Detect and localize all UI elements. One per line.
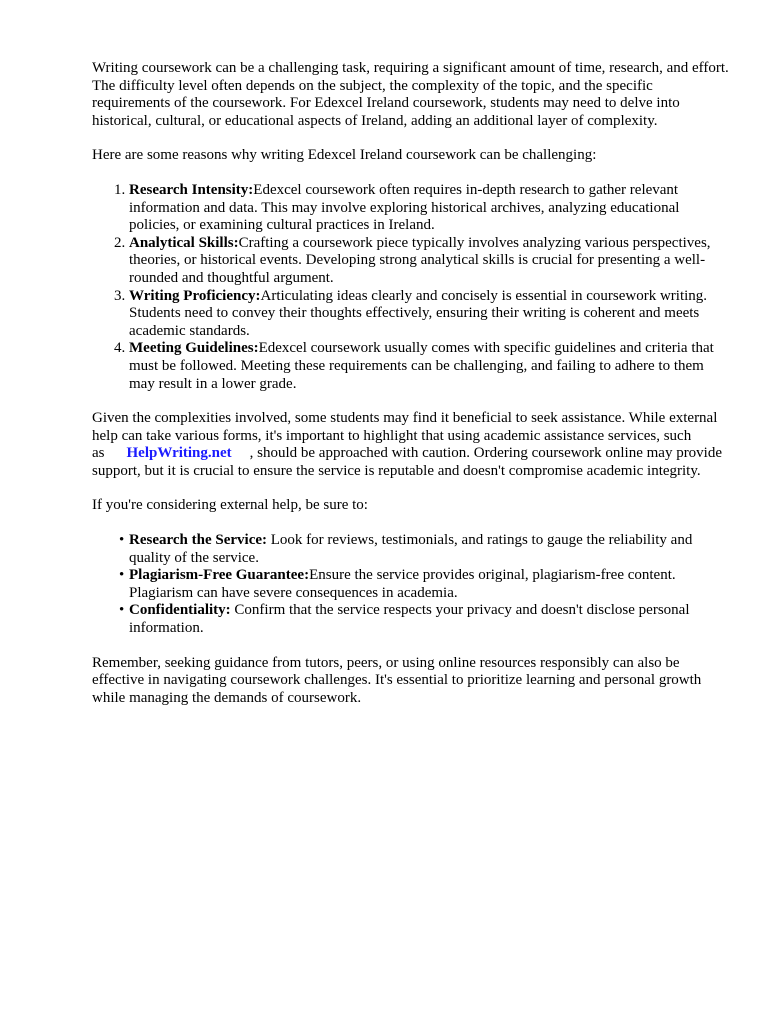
reason-item — [129, 340, 732, 393]
tip-item — [119, 532, 732, 567]
reason-text: Articulating ideas clearly and concisely is essential in coursework writing. Students need to convey their thoughts effectively, ensuring their writing is coherent and meets academic standards. — [129, 287, 708, 339]
assistance-paragraph — [92, 410, 732, 480]
reasons-intro: Here are some reasons why writing Edexcel Ireland coursework can be challenging: — [92, 147, 597, 164]
reason-term: Writing Proficiency: — [129, 287, 261, 304]
closing-paragraph: Remember, seeking guidance from tutors, peers, or using online resources responsibly can also be effective in navigating coursework challenges. It's essential to prioritize learning and personal growth while managing the demands of coursework. — [92, 654, 702, 706]
reason-item — [129, 182, 732, 235]
document-page — [92, 60, 732, 724]
tip-term: Plagiarism-Free Guarantee: — [129, 567, 310, 584]
reason-term: Analytical Skills: — [129, 234, 239, 251]
tip-text: Ensure the service provides original, plagiarism-free content. Plagiarism can have severe consequences in academia. — [129, 567, 676, 601]
reason-item — [129, 235, 732, 288]
tips-list — [92, 532, 732, 638]
tip-item — [119, 602, 732, 637]
help-intro: If you're considering external help, be sure to: — [92, 497, 368, 514]
bullet-icon: • — [119, 602, 125, 619]
intro-paragraph: Writing coursework can be a challenging task, requiring a significant amount of time, research, and effort. The difficulty level often depends on the subject, the complexity of the topic, and the specific requirements of the coursework. For Edexcel Ireland coursework, students may need to delve into historical, cultural, or educational aspects of Ireland, adding an additional layer of complexity. — [92, 60, 729, 129]
tip-term: Confidentiality: — [129, 602, 231, 619]
reason-text: Edexcel coursework usually comes with specific guidelines and criteria that must be followed. Meeting these requirements can be challenging, and failing to adhere to them may result in a lower grade. — [129, 340, 714, 392]
assistance-text-before: Given the complexities involved, some students may find it beneficial to seek assistance. While external help can take various forms, it's important to highlight that using academic assistance services, such as — [92, 410, 718, 462]
reason-term: Meeting Guidelines: — [129, 340, 259, 357]
tip-term: Research the Service: — [129, 532, 268, 549]
reason-text: Crafting a coursework piece typically involves analyzing various perspectives, theories, or historical events. Developing strong analytical skills is crucial for presenting a well-rounded and thoughtful argument. — [129, 234, 711, 286]
reason-item — [129, 288, 732, 341]
tip-text: Look for reviews, testimonials, and ratings to gauge the reliability and quality of the service. — [129, 532, 693, 566]
bullet-icon: • — [119, 532, 125, 549]
tip-item — [119, 567, 732, 602]
reason-text: Edexcel coursework often requires in-depth research to gather relevant information and data. This may involve exploring historical archives, analyzing educational policies, or examining cultural practices in Ireland. — [129, 181, 680, 234]
helpwriting-link[interactable]: HelpWriting.net — [126, 445, 232, 462]
tip-text: Confirm that the service respects your privacy and doesn't disclose personal information. — [129, 602, 690, 637]
reasons-list — [92, 182, 732, 393]
assistance-text-after: , should be approached with caution. Ordering coursework online may provide support, but it is crucial to ensure the service is reputable and doesn't compromise academic integrity. — [92, 445, 723, 479]
reason-term: Research Intensity: — [129, 181, 254, 198]
bullet-icon: • — [119, 567, 125, 584]
